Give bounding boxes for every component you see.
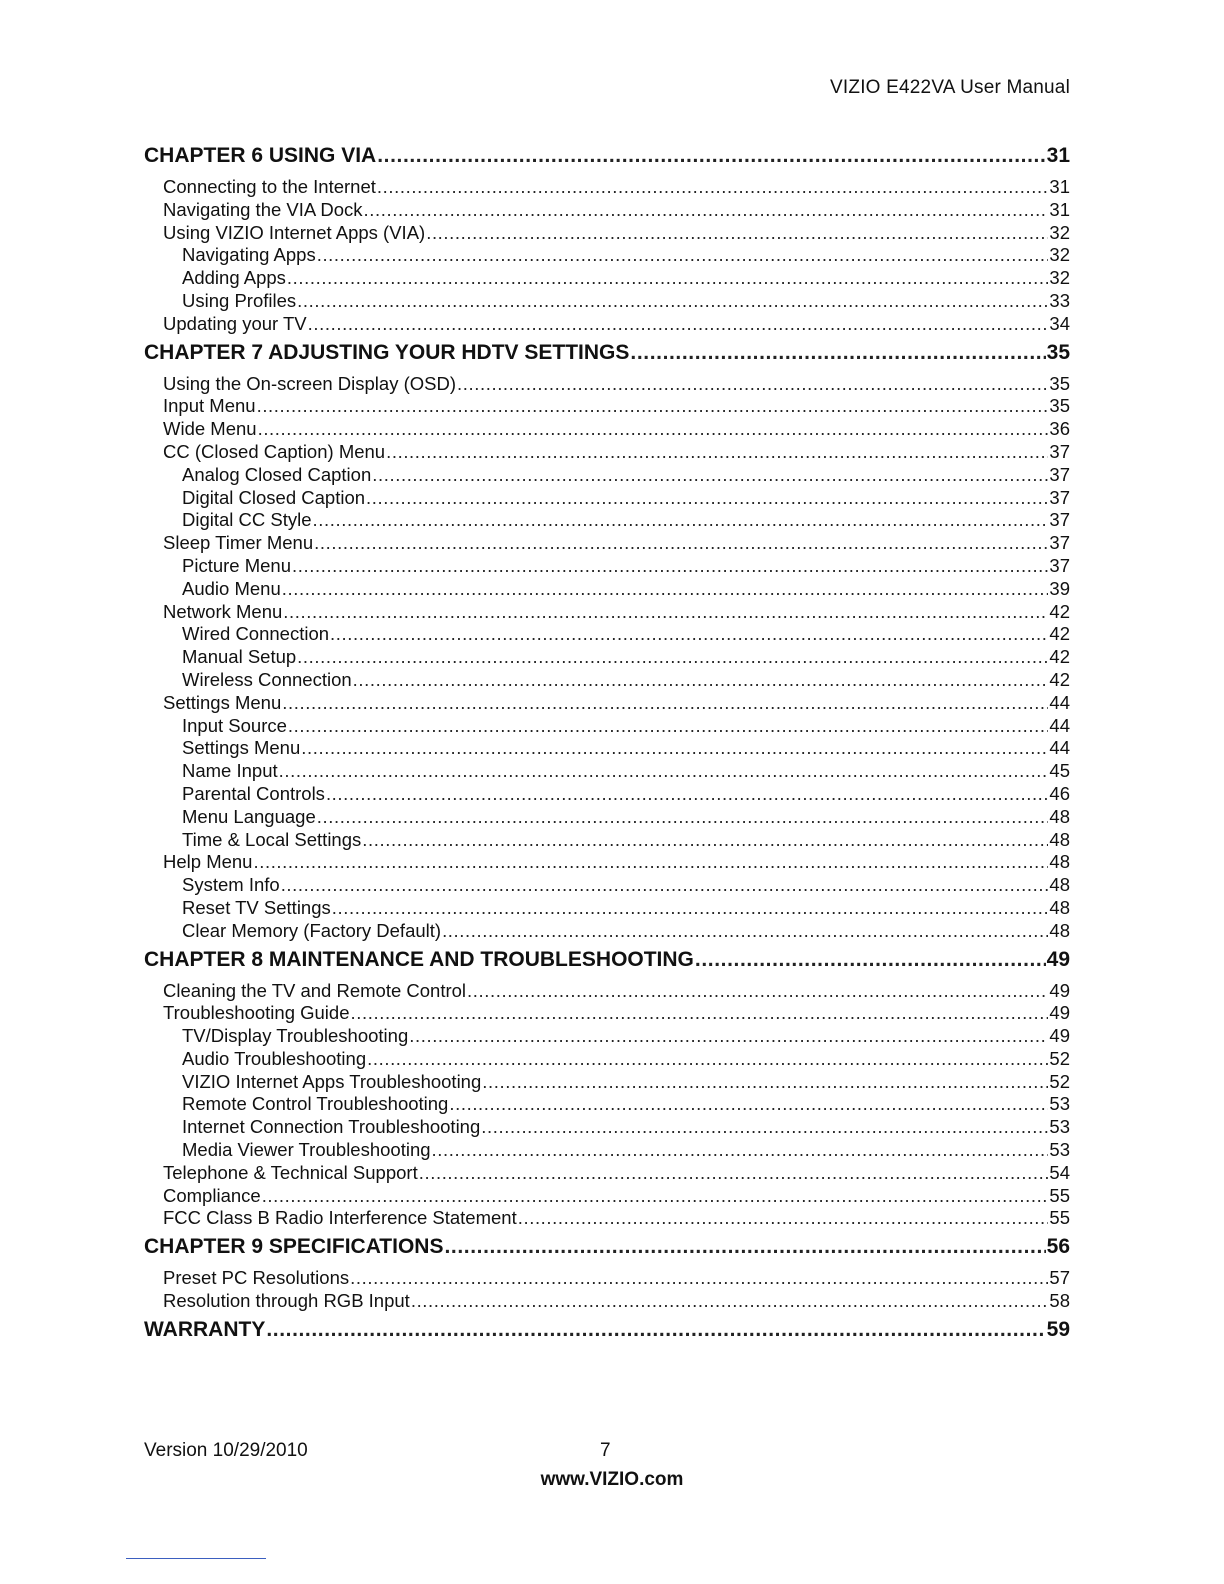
toc-entry-page: 31 — [1049, 176, 1070, 197]
toc-leader-dots — [253, 851, 1048, 874]
toc-leader-dots — [287, 267, 1049, 290]
footer-page-number: 7 — [600, 1440, 611, 1461]
toc-subsection-entry[interactable] — [144, 806, 1070, 829]
toc-chapter-page: 59 — [1046, 1317, 1070, 1341]
toc-leader-dots — [482, 1071, 1048, 1094]
toc-subsection-entry[interactable] — [144, 874, 1070, 897]
toc-subsection-entry[interactable] — [144, 1025, 1070, 1048]
toc-entry-label: Audio Menu — [182, 577, 281, 599]
toc-leader-dots — [364, 199, 1049, 222]
toc-leader-dots — [362, 829, 1048, 852]
toc-entry-page: 32 — [1049, 221, 1070, 243]
toc-chapter-entry[interactable] — [144, 1232, 1070, 1262]
toc-leader-dots — [282, 692, 1048, 715]
toc-entry-page: 53 — [1049, 1116, 1070, 1138]
toc-leader-dots — [279, 760, 1049, 783]
toc-leader-dots — [297, 646, 1048, 669]
toc-entry-label: Wide Menu — [163, 418, 257, 440]
toc-section-entry[interactable] — [144, 601, 1070, 624]
toc-section-entry[interactable] — [144, 441, 1070, 464]
toc-section-entry[interactable] — [144, 313, 1070, 336]
toc-section-entry[interactable] — [144, 1185, 1070, 1208]
toc-chapter-page: 56 — [1046, 1235, 1070, 1259]
toc-entry-label: Audio Troubleshooting — [182, 1047, 367, 1069]
toc-section-entry[interactable] — [144, 1290, 1070, 1313]
toc-entry-page: 49 — [1049, 1025, 1070, 1047]
toc-subsection-entry[interactable] — [144, 464, 1070, 487]
toc-entry-page: 48 — [1049, 851, 1070, 873]
toc-entry-page: 46 — [1049, 782, 1070, 804]
toc-entry-page: 37 — [1049, 440, 1070, 462]
toc-entry-page: 49 — [1049, 1002, 1070, 1024]
toc-leader-dots — [297, 290, 1048, 313]
toc-entry-label: Resolution through RGB Input — [163, 1290, 410, 1312]
toc-entry-label: Reset TV Settings — [182, 896, 331, 918]
toc-subsection-entry[interactable] — [144, 509, 1070, 532]
toc-entry-page: 55 — [1049, 1184, 1070, 1206]
toc-entry-label: Compliance — [163, 1184, 261, 1206]
footnote-rule — [126, 1558, 266, 1559]
toc-chapter-title: CHAPTER 7 ADJUSTING YOUR HDTV SETTINGS — [144, 340, 630, 364]
toc-entry-label: Analog Closed Caption — [182, 463, 372, 485]
toc-entry-page: 42 — [1049, 623, 1070, 645]
toc-entry-page: 44 — [1049, 714, 1070, 736]
toc-leader-dots — [317, 244, 1049, 267]
toc-entry-page: 48 — [1049, 874, 1070, 896]
toc-leader-dots — [630, 338, 1045, 368]
toc-entry-page: 42 — [1049, 646, 1070, 668]
toc-section-entry[interactable] — [144, 1002, 1070, 1025]
toc-chapter-page: 35 — [1046, 340, 1070, 364]
toc-leader-dots — [377, 176, 1049, 199]
toc-section-entry[interactable] — [144, 1267, 1070, 1290]
toc-leader-dots — [282, 578, 1049, 601]
toc-entry-label: Sleep Timer Menu — [163, 532, 314, 554]
toc-chapter-title: WARRANTY — [144, 1317, 266, 1341]
toc-entry-label: Digital CC Style — [182, 509, 312, 531]
toc-entry-page: 48 — [1049, 805, 1070, 827]
toc-section-entry[interactable] — [144, 222, 1070, 245]
toc-entry-page: 55 — [1049, 1207, 1070, 1229]
running-header: VIZIO E422VA User Manual — [830, 77, 1070, 98]
toc-section-entry[interactable] — [144, 395, 1070, 418]
toc-leader-dots — [292, 555, 1048, 578]
toc-entry-page: 37 — [1049, 486, 1070, 508]
toc-section-entry[interactable] — [144, 692, 1070, 715]
toc-entry-page: 52 — [1049, 1070, 1070, 1092]
toc-leader-dots — [377, 141, 1045, 171]
toc-leader-dots — [366, 487, 1048, 510]
toc-subsection-entry[interactable] — [144, 783, 1070, 806]
toc-subsection-entry[interactable] — [144, 897, 1070, 920]
toc-entry-page: 54 — [1049, 1161, 1070, 1183]
toc-subsection-entry[interactable] — [144, 715, 1070, 738]
toc-entry-label: Connecting to the Internet — [163, 176, 376, 197]
toc-subsection-entry[interactable] — [144, 1116, 1070, 1139]
toc-chapter-entry[interactable] — [144, 338, 1070, 368]
toc-entry-label: Name Input — [182, 760, 278, 782]
toc-entry-page: 37 — [1049, 532, 1070, 554]
toc-section-entry[interactable] — [144, 1162, 1070, 1185]
toc-leader-dots — [444, 1232, 1045, 1262]
toc-chapter-page: 31 — [1046, 144, 1070, 167]
toc-subsection-entry[interactable] — [144, 290, 1070, 313]
toc-entry-label: System Info — [182, 874, 280, 896]
toc-section-entry[interactable] — [144, 1207, 1070, 1230]
toc-leader-dots — [283, 601, 1048, 624]
toc-leader-dots — [457, 373, 1048, 396]
toc-entry-label: Digital Closed Caption — [182, 486, 366, 508]
toc-leader-dots — [258, 418, 1049, 441]
toc-entry-page: 49 — [1049, 979, 1070, 1001]
toc-subsection-entry[interactable] — [144, 1048, 1070, 1071]
toc-leader-dots — [351, 1002, 1049, 1025]
toc-entry-page: 32 — [1049, 267, 1070, 289]
toc-entry-page: 44 — [1049, 737, 1070, 759]
toc-entry-label: Picture Menu — [182, 554, 291, 576]
toc-subsection-entry[interactable] — [144, 920, 1070, 943]
toc-entry-page: 32 — [1049, 244, 1070, 266]
toc-leader-dots — [326, 783, 1048, 806]
toc-leader-dots — [330, 623, 1048, 646]
toc-leader-dots — [332, 897, 1049, 920]
toc-subsection-entry[interactable] — [144, 244, 1070, 267]
toc-entry-label: Using the On-screen Display (OSD) — [163, 372, 457, 394]
toc-entry-label: Using VIZIO Internet Apps (VIA) — [163, 221, 426, 243]
toc-entry-label: Preset PC Resolutions — [163, 1267, 350, 1289]
footer-url-link[interactable]: www.VIZIO.com — [540, 1469, 684, 1490]
toc-entry-label: Media Viewer Troubleshooting — [182, 1139, 431, 1161]
toc-entry-page: 44 — [1049, 691, 1070, 713]
toc-subsection-entry[interactable] — [144, 1093, 1070, 1116]
toc-subsection-entry[interactable] — [144, 737, 1070, 760]
toc-leader-dots — [314, 532, 1048, 555]
toc-entry-label: Navigating the VIA Dock — [163, 198, 363, 220]
toc-leader-dots — [317, 806, 1049, 829]
toc-entry-page: 45 — [1049, 760, 1070, 782]
toc-entry-label: Manual Setup — [182, 646, 297, 668]
toc-subsection-entry[interactable] — [144, 623, 1070, 646]
toc-subsection-entry[interactable] — [144, 1139, 1070, 1162]
toc-leader-dots — [426, 222, 1048, 245]
toc-entry-label: Input Source — [182, 714, 287, 736]
toc-entry-page: 37 — [1049, 463, 1070, 485]
toc-leader-dots — [266, 1315, 1045, 1345]
toc-entry-page: 39 — [1049, 577, 1070, 599]
toc-entry-label: Using Profiles — [182, 289, 297, 311]
toc-chapter-page: 49 — [1046, 947, 1070, 971]
toc-chapter-block — [144, 141, 1070, 336]
toc-entry-label: Internet Connection Troubleshooting — [182, 1116, 481, 1138]
toc-chapter-block — [144, 1232, 1070, 1313]
toc-entry-page: 57 — [1049, 1267, 1070, 1289]
toc-entry-label: Navigating Apps — [182, 244, 316, 266]
toc-entry-label: Settings Menu — [182, 737, 301, 759]
toc-entry-label: Troubleshooting Guide — [163, 1002, 350, 1024]
toc-subsection-entry[interactable] — [144, 578, 1070, 601]
toc-subsection-entry[interactable] — [144, 487, 1070, 510]
toc-leader-dots — [518, 1207, 1049, 1230]
toc-leader-dots — [419, 1162, 1049, 1185]
toc-leader-dots — [288, 715, 1049, 738]
toc-chapter-entry[interactable] — [144, 141, 1070, 171]
toc-entry-page: 35 — [1049, 372, 1070, 394]
toc-entry-label: Time & Local Settings — [182, 828, 362, 850]
toc-entry-label: FCC Class B Radio Interference Statement — [163, 1207, 517, 1229]
toc-subsection-entry[interactable] — [144, 555, 1070, 578]
toc-section-entry[interactable] — [144, 176, 1070, 199]
toc-entry-label: Wireless Connection — [182, 668, 352, 690]
toc-leader-dots — [313, 509, 1049, 532]
toc-entry-page: 37 — [1049, 554, 1070, 576]
toc-chapter-entry[interactable] — [144, 945, 1070, 975]
toc-entry-label: VIZIO Internet Apps Troubleshooting — [182, 1070, 482, 1092]
toc-entry-label: Menu Language — [182, 805, 316, 827]
toc-entry-page: 35 — [1049, 395, 1070, 417]
toc-leader-dots — [449, 1093, 1048, 1116]
table-of-contents — [144, 141, 1070, 1350]
toc-entry-page: 33 — [1049, 289, 1070, 311]
toc-entry-label: Clear Memory (Factory Default) — [182, 919, 442, 941]
toc-leader-dots — [308, 313, 1049, 336]
toc-chapter-entry[interactable] — [144, 1315, 1070, 1345]
toc-entry-page: 53 — [1049, 1139, 1070, 1161]
toc-entry-page: 36 — [1049, 418, 1070, 440]
toc-entry-page: 48 — [1049, 828, 1070, 850]
toc-entry-label: Parental Controls — [182, 782, 325, 804]
toc-chapter-title: CHAPTER 6 USING VIA — [144, 144, 377, 167]
toc-section-entry[interactable] — [144, 373, 1070, 396]
toc-entry-label: Cleaning the TV and Remote Control — [163, 979, 467, 1001]
toc-entry-label: Remote Control Troubleshooting — [182, 1093, 449, 1115]
toc-entry-page: 48 — [1049, 896, 1070, 918]
toc-section-entry[interactable] — [144, 851, 1070, 874]
toc-chapter-block — [144, 338, 1070, 943]
toc-entry-label: TV/Display Troubleshooting — [182, 1025, 409, 1047]
toc-leader-dots — [262, 1185, 1049, 1208]
toc-leader-dots — [411, 1290, 1049, 1313]
toc-leader-dots — [353, 669, 1049, 692]
toc-leader-dots — [432, 1139, 1049, 1162]
toc-entry-page: 42 — [1049, 668, 1070, 690]
toc-section-entry[interactable] — [144, 980, 1070, 1003]
toc-leader-dots — [301, 737, 1048, 760]
toc-entry-label: Input Menu — [163, 395, 256, 417]
toc-leader-dots — [467, 980, 1048, 1003]
toc-chapter-title: CHAPTER 9 SPECIFICATIONS — [144, 1235, 444, 1259]
toc-subsection-entry[interactable] — [144, 829, 1070, 852]
toc-entry-label: Wired Connection — [182, 623, 330, 645]
toc-entry-page: 34 — [1049, 312, 1070, 334]
toc-leader-dots — [350, 1267, 1048, 1290]
toc-leader-dots — [372, 464, 1048, 487]
toc-section-entry[interactable] — [144, 199, 1070, 222]
toc-leader-dots — [367, 1048, 1048, 1071]
toc-entry-page: 52 — [1049, 1047, 1070, 1069]
toc-entry-label: Network Menu — [163, 600, 283, 622]
toc-entry-page: 53 — [1049, 1093, 1070, 1115]
toc-leader-dots — [257, 395, 1049, 418]
footer-version: Version 10/29/2010 — [144, 1440, 308, 1461]
toc-leader-dots — [386, 441, 1048, 464]
toc-entry-label: Settings Menu — [163, 691, 282, 713]
toc-entry-label: CC (Closed Caption) Menu — [163, 440, 386, 462]
toc-entry-label: Adding Apps — [182, 267, 286, 289]
toc-chapter-block — [144, 1315, 1070, 1345]
toc-entry-label: Telephone & Technical Support — [163, 1161, 418, 1183]
toc-subsection-entry[interactable] — [144, 267, 1070, 290]
toc-leader-dots — [442, 920, 1048, 943]
toc-subsection-entry[interactable] — [144, 760, 1070, 783]
toc-leader-dots — [281, 874, 1049, 897]
toc-chapter-title: CHAPTER 8 MAINTENANCE AND TROUBLESHOOTING — [144, 947, 694, 971]
toc-subsection-entry[interactable] — [144, 1071, 1070, 1094]
toc-section-entry[interactable] — [144, 532, 1070, 555]
toc-leader-dots — [481, 1116, 1048, 1139]
toc-subsection-entry[interactable] — [144, 669, 1070, 692]
toc-subsection-entry[interactable] — [144, 646, 1070, 669]
toc-entry-page: 31 — [1049, 198, 1070, 220]
toc-entry-label: Updating your TV — [163, 312, 307, 334]
toc-entry-page: 37 — [1049, 509, 1070, 531]
toc-leader-dots — [695, 945, 1046, 975]
toc-entry-page: 58 — [1049, 1290, 1070, 1312]
toc-entry-page: 42 — [1049, 600, 1070, 622]
toc-leader-dots — [409, 1025, 1048, 1048]
toc-entry-page: 48 — [1049, 919, 1070, 941]
toc-chapter-block — [144, 945, 1070, 1231]
toc-section-entry[interactable] — [144, 418, 1070, 441]
toc-entry-label: Help Menu — [163, 851, 253, 873]
